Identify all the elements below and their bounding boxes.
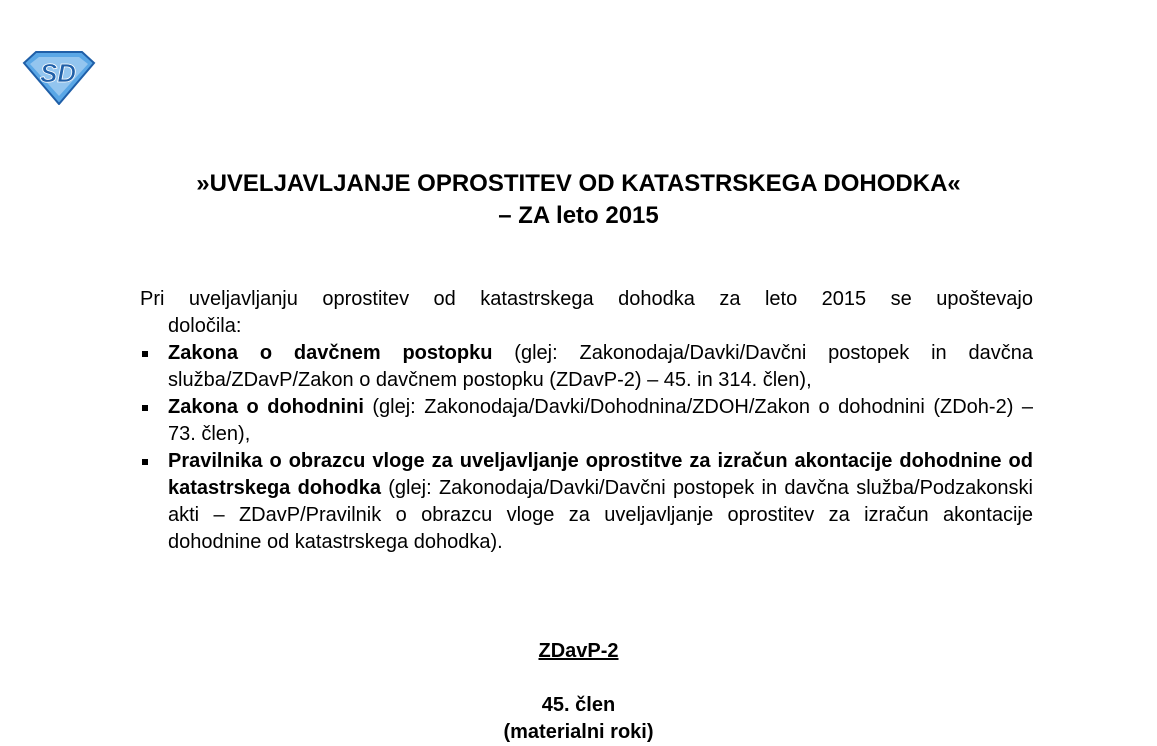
list-item-bold: Zakona o davčnem postopku [168,342,493,364]
intro-paragraph [140,286,1033,340]
title-line-1: »UVELJAVLJANJE OPROSTITEV OD KATASTRSKEGA DOHODKA« [196,170,961,197]
logo-text: SD [39,58,77,88]
article-title: (materialni roki) [503,721,654,743]
bullet-square-icon [142,405,148,411]
shield-logo-icon [22,49,96,105]
list-item [140,340,1033,394]
intro-line-1: Pri uveljavljanju oprostitev od katastrskega dohodka za leto 2015 se upoštevajo [140,288,1033,310]
article-number: 45. člen [541,694,616,716]
law-heading: ZDavP-2 [538,640,619,662]
list-item-bold: Zakona o dohodnini [168,396,364,418]
list-item-text: (glej: Zakonodaja/Davki/Davčni postopek in davčna služba/ZDavP/Zakon o davčnem postopku (ZDavP-2) – 45. in 314. člen), [168,342,1033,391]
list-item-bold: Pravilnika o obrazcu vloge za uveljavljanje oprostitve za izračun akontacije dohodnine od katastrskega dohodka [168,450,1033,499]
logo [22,49,96,105]
document-title [110,168,1047,232]
intro-line-2: določila: [168,315,242,337]
list-item-text: (glej: Zakonodaja/Davki/Dohodnina/ZDOH/Zakon o dohodnini (ZDoh-2) – 73. člen), [168,396,1033,445]
list-item [140,448,1033,556]
article-heading [110,692,1047,746]
bullet-square-icon [142,351,148,357]
list-item [140,394,1033,448]
title-line-2: – ZA leto 2015 [498,202,659,229]
provisions-list [140,340,1033,556]
list-item-text: (glej: Zakonodaja/Davki/Davčni postopek in davčna služba/Podzakonski akti – ZDavP/Pravilnik o obrazcu vloge za uveljavljanje oprostitev za izračun akontacije dohodnine od katastrskega dohodka). [168,477,1033,553]
bullet-square-icon [142,459,148,465]
